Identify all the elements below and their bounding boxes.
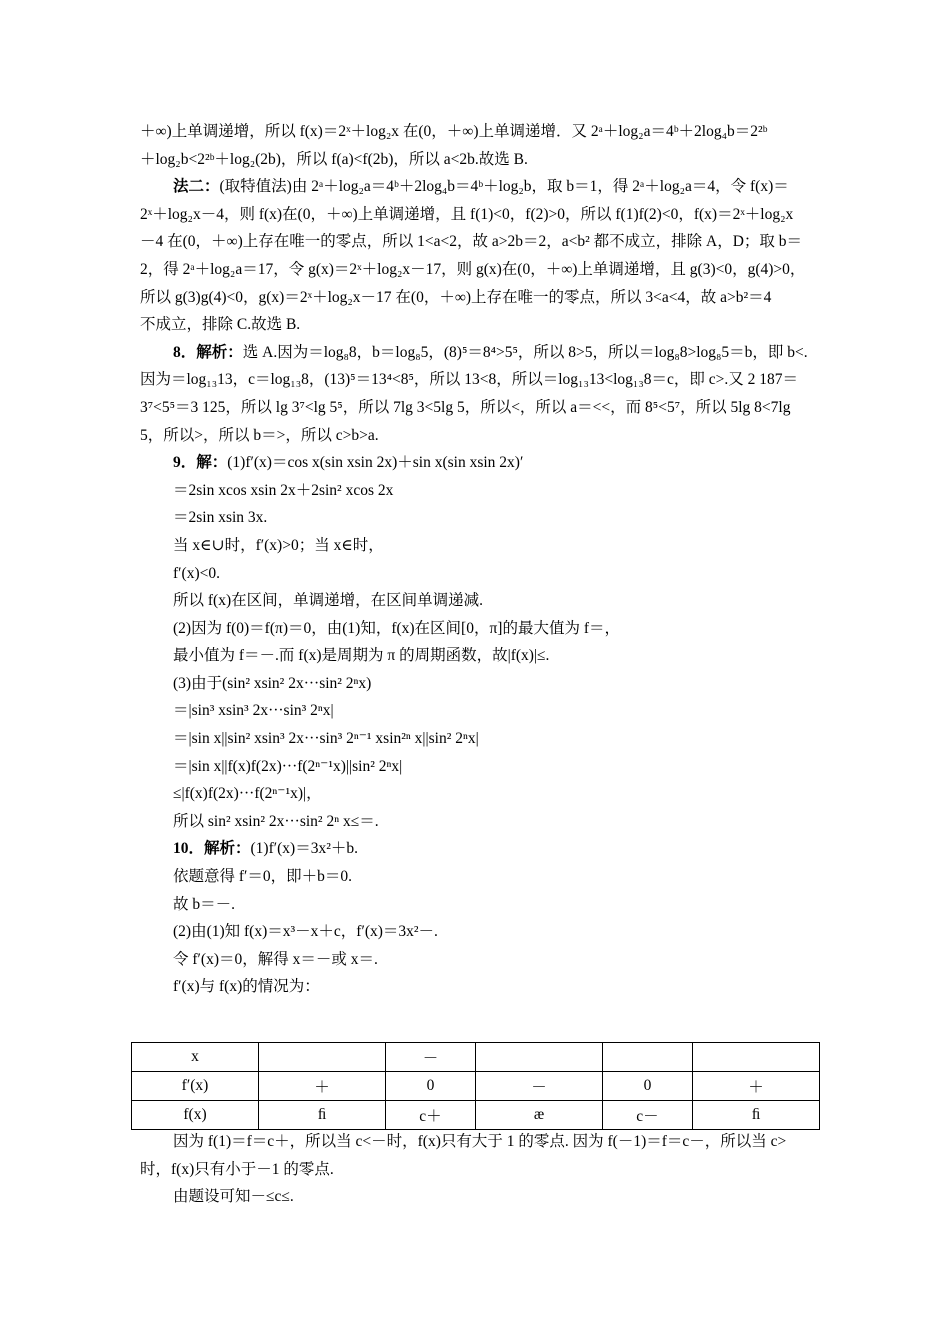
line-text: ＝2sin xsin 3x. (173, 509, 268, 527)
line-text: ≤|f(x)f(2x)···f(2ⁿ⁻¹x)|， (173, 785, 322, 803)
text-line (140, 587, 820, 615)
line-text: ＋∞)上单调递增，所以 f(x)＝2ˣ＋log₂x 在(0，＋∞)上单调递增．又 2ᵃ＋log₂a＝4ᵇ＋2log₄b＝2²ᵇ (140, 123, 768, 140)
text-line (140, 394, 820, 422)
line-text: 因为＝log₁₃13，c＝log₁₃8，(13)⁵＝13⁴<8⁵，所以 13<8，所以＝log₁₃13<log₁₃8＝c，即 c>.又 2 187＝ (140, 371, 798, 389)
text-line (140, 339, 820, 367)
text-line (140, 863, 820, 891)
text-line (140, 808, 820, 836)
line-text: (取特值法)由 2ᵃ＋log₂a＝4ᵇ＋2log₄b＝4ᵇ＋log₂b，取 b＝1，得 2ᵃ＋log₂a＝4，令 f(x)＝ (219, 178, 789, 196)
line-text: 令 f′(x)＝0，解得 x＝－或 x＝. (173, 950, 378, 968)
line-text: 时，f(x)只有小于－1 的零点. (140, 1160, 334, 1178)
line-text: (3)由于(sin² xsin² 2x···sin² 2ⁿx) (173, 674, 372, 692)
text-line (140, 835, 820, 863)
text-line (140, 973, 820, 1001)
text-line (140, 1156, 820, 1184)
table-cell: x (132, 1043, 259, 1072)
table-row (132, 1101, 820, 1130)
line-text: ＝|sin x||f(x)f(2x)···f(2ⁿ⁻¹x)||sin² 2ⁿx| (173, 757, 403, 775)
line-text: ＝|sin³ xsin³ 2x···sin³ 2ⁿx| (173, 702, 334, 720)
table-cell: ﬁ (259, 1101, 386, 1130)
line-text: (2)因为 f(0)＝f(π)＝0，由(1)知，f(x)在区间[0，π]的最大值为 f＝， (173, 619, 620, 637)
line-text: (1)f′(x)＝cos x(sin xsin 2x)＋sin x(sin xsin 2x)′ (227, 454, 524, 472)
table-cell: － (386, 1043, 476, 1072)
line-text: 所以 sin² xsin² 2x···sin² 2ⁿ x≤＝. (173, 812, 379, 830)
text-line (140, 311, 820, 339)
table-cell: c－ (603, 1101, 693, 1130)
section-label: 法二： (173, 178, 220, 196)
text-line (140, 366, 820, 394)
line-text: 依题意得 f′＝0，即＋b＝0. (173, 868, 353, 886)
text-line (140, 1128, 820, 1156)
section-label: 10．解析： (173, 840, 251, 858)
text-line (140, 422, 820, 450)
text-line (140, 504, 820, 532)
document-body-top (140, 118, 820, 1001)
section-label: 8．解析： (173, 343, 243, 361)
text-line (140, 670, 820, 698)
text-line (140, 256, 820, 284)
table-cell: ﬁ (693, 1101, 820, 1130)
table-cell: c＋ (386, 1101, 476, 1130)
text-line (140, 449, 820, 477)
text-line (140, 725, 820, 753)
table-row (132, 1043, 820, 1072)
line-text: 当 x∈∪时，f′(x)>0；当 x∈时， (173, 536, 384, 554)
section-label: 9．解： (173, 454, 228, 472)
text-line (140, 532, 820, 560)
text-line (140, 146, 820, 174)
line-text: ＝|sin x||sin² xsin³ 2x···sin³ 2ⁿ⁻¹ xsin²ⁿ x||sin² 2ⁿx| (173, 730, 479, 748)
text-line (140, 642, 820, 670)
table-cell (693, 1043, 820, 1072)
text-line (140, 946, 820, 974)
text-line (140, 780, 820, 808)
line-text: 选 A.因为＝log₈8，b＝log₈5，(8)⁵＝8⁴>5⁵，所以 8>5，所以＝log₈8>log₈5＝b，即 b<. (242, 343, 808, 361)
text-line (140, 228, 820, 256)
table-cell: f′(x) (132, 1072, 259, 1101)
line-text: f′(x)<0. (173, 564, 220, 582)
sign-table (131, 1042, 820, 1130)
table-cell (603, 1043, 693, 1072)
line-text: 5，所以>，所以 b＝>，所以 c>b>a. (140, 426, 379, 444)
line-text: f′(x)与 f(x)的情况为： (173, 978, 320, 996)
table-cell: ＋ (693, 1072, 820, 1101)
line-text: 最小值为 f＝－.而 f(x)是周期为 π 的周期函数，故|f(x)|≤. (173, 647, 550, 665)
line-text: 所以 f(x)在区间，单调递增，在区间单调递减. (173, 592, 483, 610)
text-line (140, 615, 820, 643)
text-line (140, 284, 820, 312)
line-text: 2ˣ＋log₂x－4，则 f(x)在(0，＋∞)上单调递增，且 f(1)<0，f(2)>0，所以 f(1)f(2)<0，f(x)＝2ˣ＋log₂x (140, 205, 794, 223)
line-text: 不成立，排除 C.故选 B. (140, 316, 301, 334)
line-text: 由题设可知－≤c≤. (173, 1188, 294, 1206)
text-line (140, 560, 820, 588)
text-line (140, 477, 820, 505)
text-line (140, 753, 820, 781)
text-line (140, 1183, 820, 1211)
table-cell (259, 1043, 386, 1072)
text-line (140, 118, 820, 146)
table-cell: 0 (603, 1072, 693, 1101)
text-line (140, 918, 820, 946)
table-cell: ＋ (259, 1072, 386, 1101)
table-row (132, 1072, 820, 1101)
line-text: ＋log₂b<2²ᵇ＋log₂(2b)，所以 f(a)<f(2b)，所以 a<2b.故选 B. (140, 150, 528, 168)
line-text: 故 b＝－. (173, 895, 236, 913)
line-text: 因为 f(1)＝f＝c＋，所以当 c<－时，f(x)只有大于 1 的零点. 因为 f(－1)＝f＝c－，所以当 c> (173, 1133, 787, 1150)
line-text: －4 在(0，＋∞)上存在唯一的零点，所以 1<a<2，故 a>2b＝2，a<b² 都不成立，排除 A，D；取 b＝ (140, 233, 803, 251)
table-cell: － (476, 1072, 603, 1101)
text-line (140, 173, 820, 201)
table-cell: f(x) (132, 1101, 259, 1130)
line-text: 3⁷<5⁵＝3 125，所以 lg 3⁷<lg 5⁵，所以 7lg 3<5lg 5，所以<，所以 a＝<<，而 8⁵<5⁷，所以 5lg 8<7lg (140, 398, 791, 416)
table-cell (476, 1043, 603, 1072)
table-cell: æ (476, 1101, 603, 1130)
line-text: (1)f′(x)＝3x²＋b. (250, 840, 358, 858)
table-cell: 0 (386, 1072, 476, 1101)
line-text: 所以 g(3)g(4)<0，g(x)＝2ˣ＋log₂x－17 在(0，＋∞)上存在唯一的零点，所以 3<a<4，故 a>b²＝4 (140, 288, 772, 306)
line-text: 2，得 2ᵃ＋log₂a＝17，令 g(x)＝2ˣ＋log₂x－17，则 g(x)在(0，＋∞)上单调递增，且 g(3)<0，g(4)>0， (140, 260, 806, 278)
text-line (140, 697, 820, 725)
text-line (140, 201, 820, 229)
line-text: (2)由(1)知 f(x)＝x³－x＋c，f′(x)＝3x²－. (173, 923, 438, 941)
document-body-bottom (140, 1128, 820, 1211)
line-text: ＝2sin xcos xsin 2x＋2sin² xcos 2x (173, 481, 394, 499)
text-line (140, 891, 820, 919)
